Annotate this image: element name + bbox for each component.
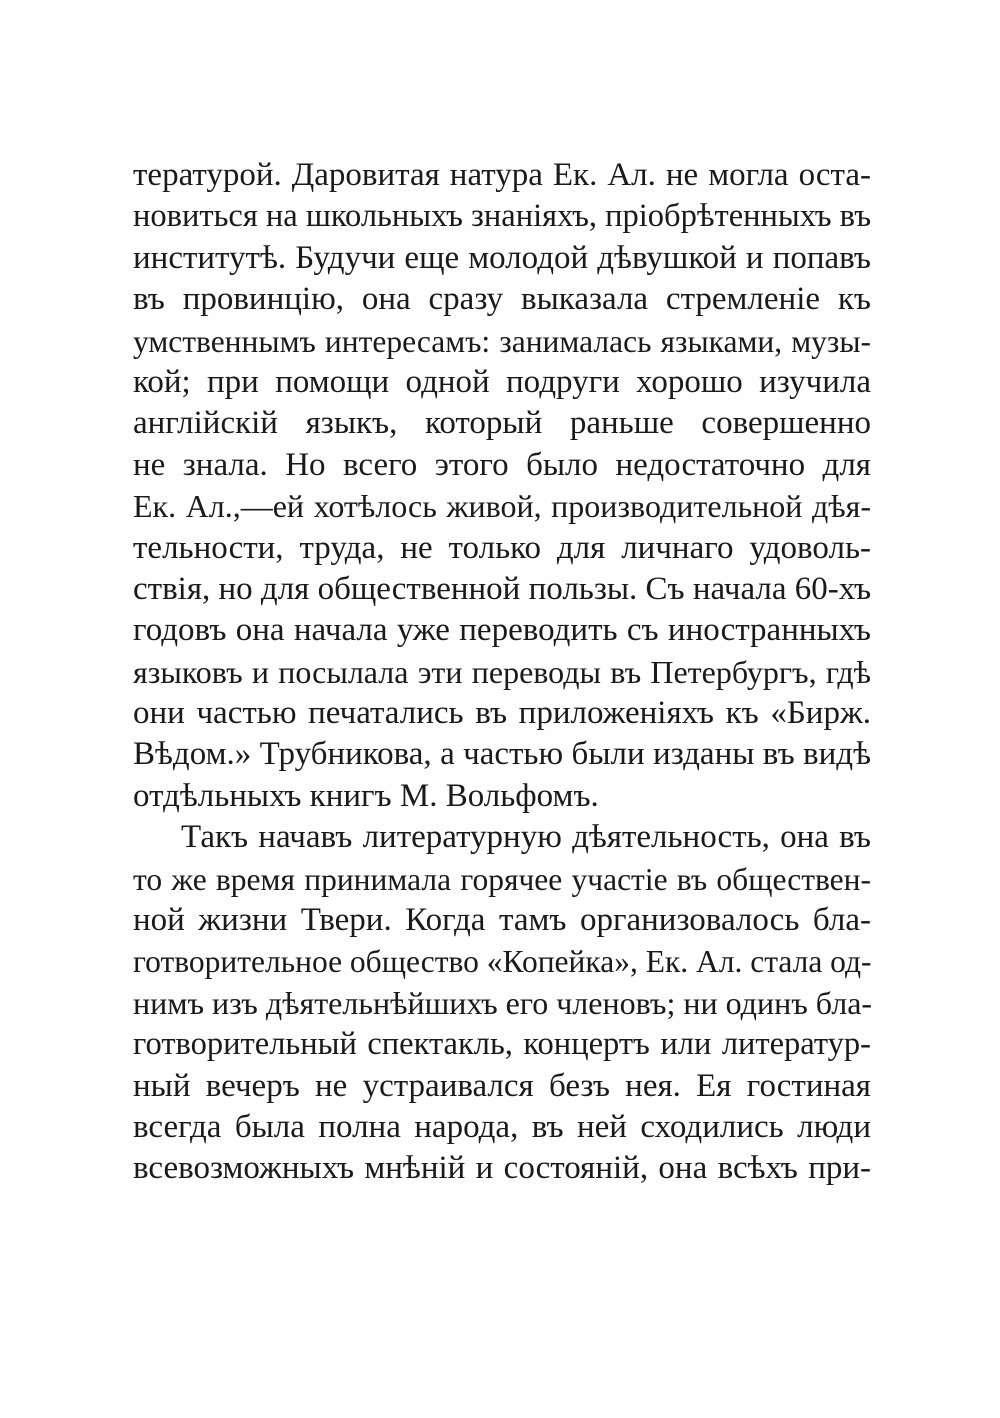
text-line: англійскій языкъ, который раньше совершенно (133, 405, 871, 442)
text-line: кой; при помощи одной подруги хорошо изучила (133, 363, 871, 400)
text-line: Вѣдом.» Трубникова, а частью были изданы въ видѣ (133, 736, 871, 773)
text-line: Ек. Ал.,—ей хотѣлось живой, производительной дѣя- (133, 488, 871, 525)
text-line: готворительное общество «Копейка», Ек. Ал. стала од- (133, 944, 872, 980)
text-line: языковъ и посылала эти переводы въ Петербургъ, гдѣ (133, 653, 871, 690)
paragraph-1 (133, 155, 871, 817)
text-line: ный вечеръ не устраивался безъ нея. Ея гостиная (133, 1067, 871, 1104)
text-line: ствія, но для общественной пользы. Съ начала 60-хъ (133, 570, 872, 607)
text-line: всегда была полна народа, въ ней сходились люди (133, 1108, 871, 1145)
text-line: Такъ начавъ литературную дѣятельность, она въ (181, 819, 871, 856)
text-line: умственнымъ интересамъ: занималась языками, музы- (133, 323, 871, 359)
text-line: институтѣ. Будучи еще молодой дѣвушкой и попавъ (133, 239, 871, 276)
text-line: ной жизни Твери. Когда тамъ организовалось бла- (133, 902, 871, 939)
text-line: годовъ она начала уже переводить съ иностранныхъ (133, 612, 871, 649)
text-line: они частью печатались въ приложеніяхъ къ «Бирж. (133, 695, 871, 732)
page-text (133, 155, 871, 1190)
text-line: тельности, труда, не только для личнаго удоволь- (133, 529, 871, 566)
paragraph-2 (133, 817, 871, 1190)
text-line: готворительный спектакль, концертъ или литератур- (133, 1026, 871, 1063)
text-line: въ провинцію, она сразу выказала стремленіе къ (133, 281, 871, 318)
text-line: тературой. Даровитая натура Ек. Ал. не могла оста- (133, 157, 871, 193)
text-line: новиться на школьныхъ знаніяхъ, пріобрѣтенныхъ въ (133, 198, 872, 235)
text-line: отдѣльныхъ книгъ М. Вольфомъ. (133, 777, 599, 814)
text-line: не знала. Но всего этого было недостаточно для (133, 446, 871, 483)
text-line: то же время принимала горячее участіе въ обществен- (133, 861, 871, 897)
text-line: всевозможныхъ мнѣній и состояній, она всѣхъ при- (133, 1150, 871, 1187)
text-line: нимъ изъ дѣятельнѣйшихъ его членовъ; ни одинъ бла- (133, 984, 873, 1021)
